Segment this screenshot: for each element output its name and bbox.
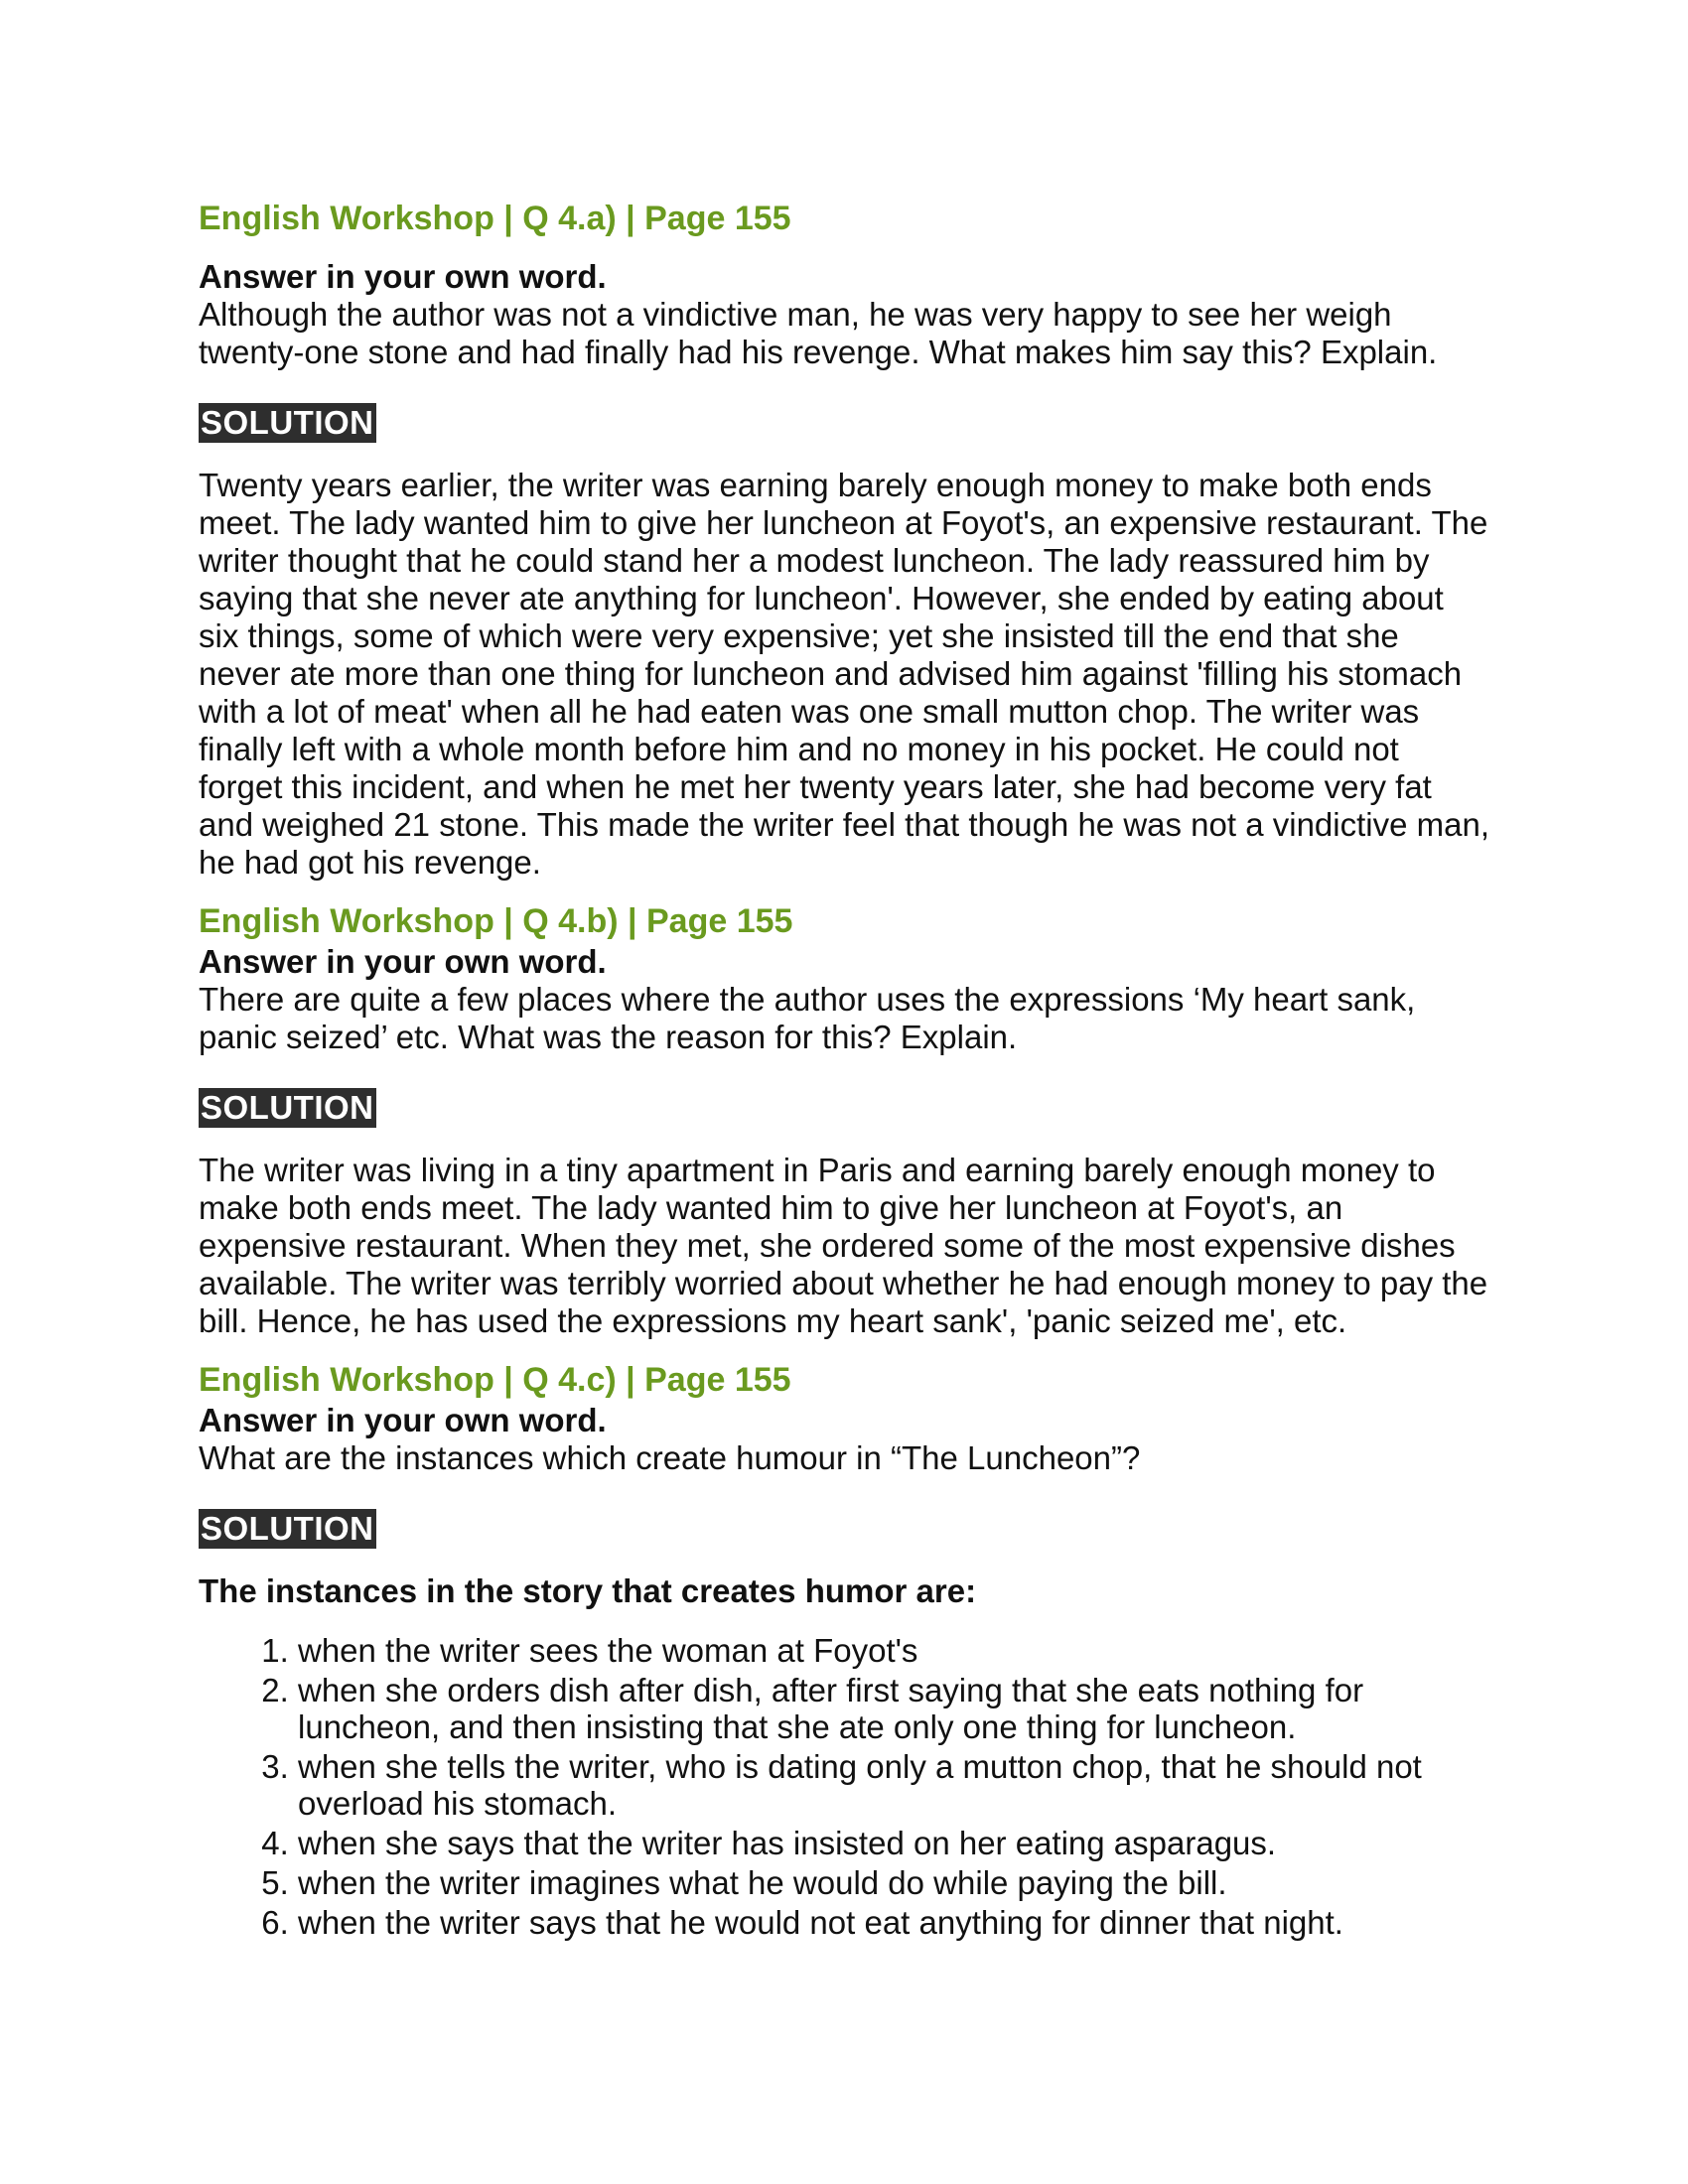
section-heading: English Workshop | Q 4.b) | Page 155 (199, 902, 793, 940)
question-text: Although the author was not a vindictive man, he was very happy to see her weigh twenty-one stone and had finally had his revenge. What makes him say this? Explain. (199, 296, 1438, 370)
solution-badge: SOLUTION (201, 404, 374, 441)
list-item: 2. when she orders dish after dish, after first saying that she eats nothing for luncheon, and then insisting that she ate only one thing for luncheon. (298, 1672, 1489, 1745)
section-q4c (199, 1358, 1489, 1941)
list-item: 3. when she tells the writer, who is dating only a mutton chop, that he should not overload his stomach. (298, 1748, 1489, 1822)
solution-badge: SOLUTION (201, 1089, 374, 1126)
section-q4b (199, 899, 1489, 1340)
list-item: 5. when the writer imagines what he would do while paying the bill. (298, 1864, 1489, 1901)
question-text: What are the instances which create humour in “The Luncheon”? (199, 1439, 1141, 1476)
prompt-label: Answer in your own word. (199, 943, 607, 980)
question-text: There are quite a few places where the author uses the expressions ‘My heart sank, panic seized’ etc. What was the reason for this? Explain. (199, 981, 1416, 1055)
prompt-label: Answer in your own word. (199, 1402, 607, 1438)
list-item: 4. when she says that the writer has insisted on her eating asparagus. (298, 1825, 1489, 1861)
list-item: 1. when the writer sees the woman at Foyot's (298, 1632, 1489, 1669)
answer-text: The writer was living in a tiny apartment in Paris and earning barely enough money to make both ends meet. The lady wanted him to give her luncheon at Foyot's, an expensive restaurant. When they met, she ordered some of the most expensive dishes available. The writer was terribly worried about whether he had enough money to pay the bill. Hence, he has used the expressions my heart sank', 'panic seized me', etc. (199, 1152, 1488, 1339)
section-heading: English Workshop | Q 4.a) | Page 155 (199, 200, 791, 237)
section-heading: English Workshop | Q 4.c) | Page 155 (199, 1361, 791, 1399)
prompt-label: Answer in your own word. (199, 258, 607, 295)
list-item: 6. when the writer says that he would not eat anything for dinner that night. (298, 1904, 1489, 1941)
instances-intro: The instances in the story that creates humor are: (199, 1572, 977, 1609)
section-q4a (199, 197, 1489, 882)
answer-text: Twenty years earlier, the writer was earning barely enough money to make both ends meet. The lady wanted him to give her luncheon at Foyot's, an expensive restaurant. The writer thought that he could stand her a modest luncheon. The lady reassured him by saying that she never ate anything for luncheon'. However, she ended by eating about six things, some of which were very expensive; yet she insisted till the end that she never ate more than one thing for luncheon and advised him against 'filling his stomach with a lot of meat' when all he had eaten was one small mutton chop. The writer was finally left with a whole month before him and no money in his pocket. He could not forget this incident, and when he met her twenty years later, she had become very fat and weighed 21 stone. This made the writer feel that though he was not a vindictive man, he had got his revenge. (199, 467, 1490, 881)
instances-list (199, 1632, 1489, 1941)
solution-badge: SOLUTION (201, 1510, 374, 1547)
